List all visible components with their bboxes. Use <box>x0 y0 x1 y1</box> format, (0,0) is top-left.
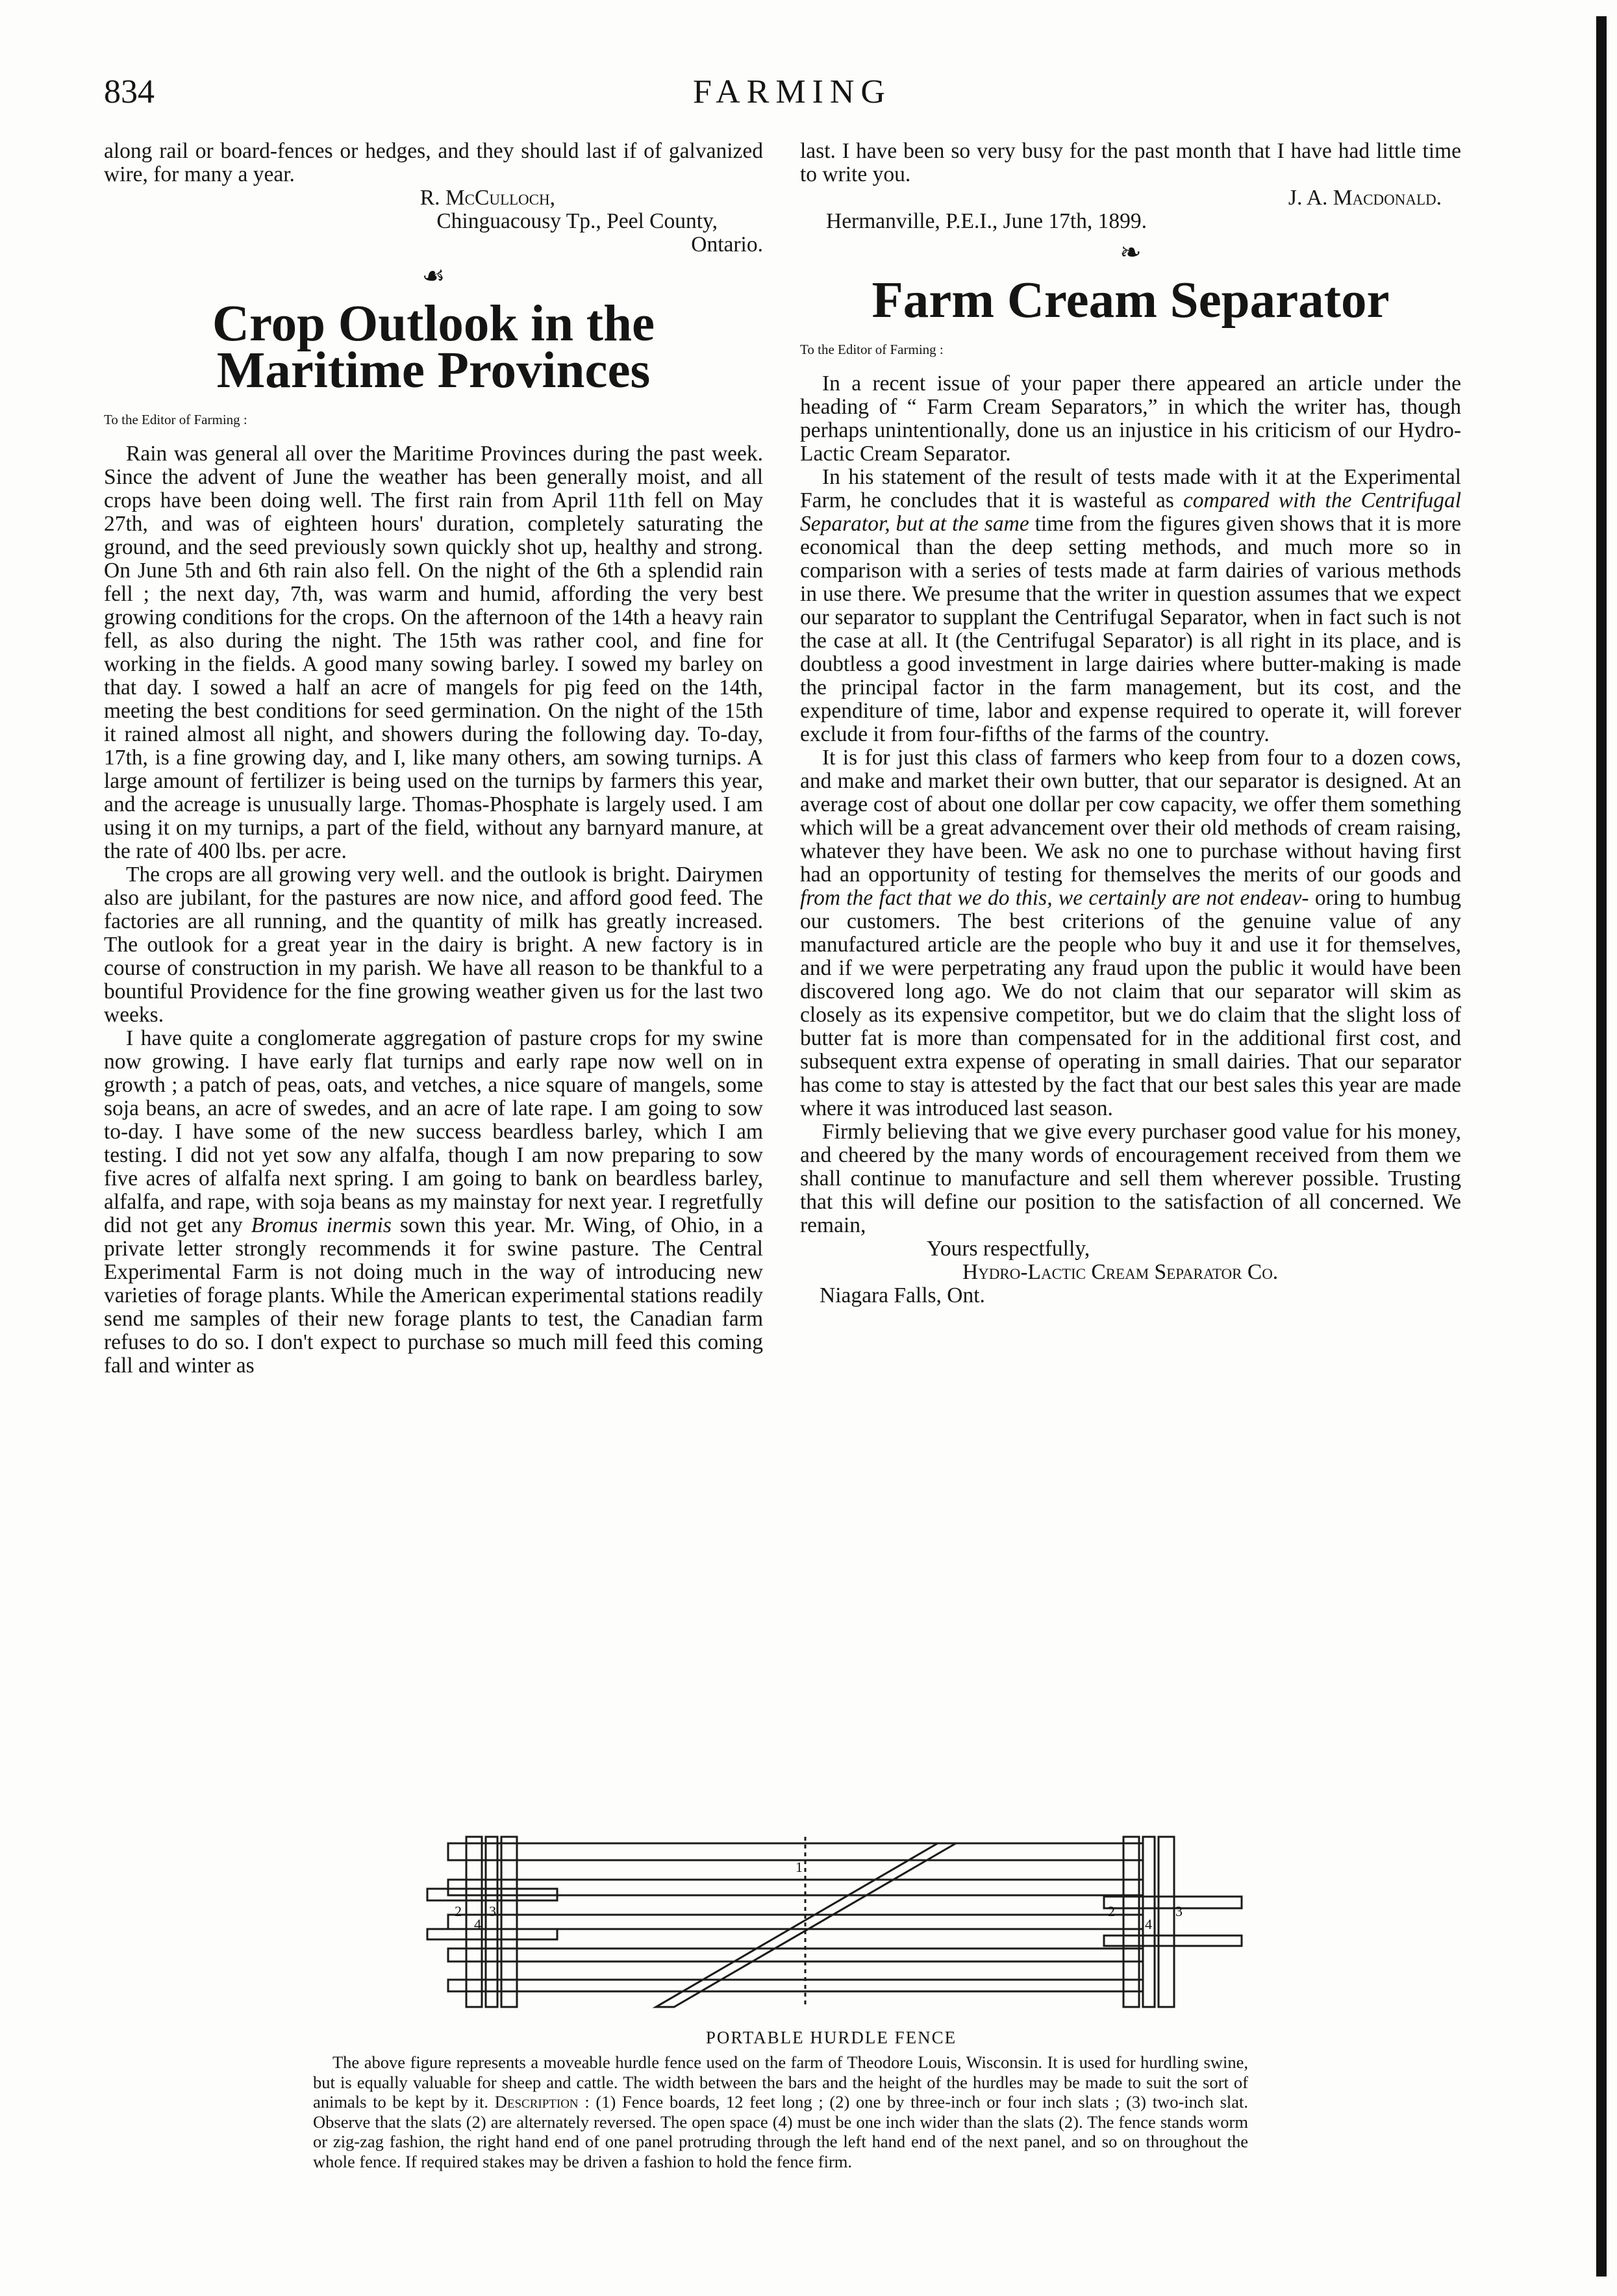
fence-board <box>448 1949 1143 1962</box>
page-number: 834 <box>104 73 155 110</box>
end-slat <box>1159 1837 1174 2007</box>
end-slat <box>501 1837 517 2007</box>
fence-label: 2 <box>455 1903 462 1919</box>
left-signature-name: R. McCulloch, <box>420 186 555 210</box>
left-signature-place: Chinguacousy Tp., Peel County, <box>436 209 718 233</box>
left-intro-text: along rail or board-fences or hedges, and they should last if of galvanized wire, for many a year. <box>104 139 763 186</box>
right-headline: Farm Cream Separator <box>871 272 1390 329</box>
fence-label: 4 <box>1145 1916 1152 1932</box>
left-headline: Crop Outlook in the Maritime Provinces <box>212 296 655 399</box>
running-head: FARMING <box>693 73 892 110</box>
fence-board <box>448 1880 1143 1895</box>
right-paragraph-2: In his statement of the result of tests made with it at the Experimental Farm, he concludes that it is wasteful as compared with the Centrifugal Separator, but at the same time from the figures given shows that it is more economical than the deep setting methods, and much more so in comparison with a series of tests made at farm dairies of various methods in use there. We presume that the writer in question assumes that we expect our separator to supplant the Centrifugal Separator, when in fact such is not the case at all. It (the Centrifugal Separator) is all right in its place, and is doubtless a good investment in large dairies where butter-making is made the principal factor in the farm management, but its cost, and the expenditure of time, labor and expense required to operate it, will forever exclude it from four-fifths of the farms of the country. <box>800 465 1462 746</box>
protruding-board <box>1104 1936 1242 1946</box>
left-ornament-icon: ☙ <box>421 261 445 290</box>
page-header <box>104 73 1481 118</box>
right-paragraph-3: It is for just this class of farmers who keep from four to a dozen cows, and make and market their own butter, that our separator is designed. At an average cost of about one dollar per cow capacity, we offer them something which will be a great advancement over their old methods of cream raising, whatever they have been. We ask no one to purchase without having first had an opportunity of testing for themselves the merits of our goods and from the fact that we do this, we certainly are not endeav- oring to humbug our customers. The best criterions of the genuine value of any manufactured article are the people who buy it and use it for themselves, and if we were perpetrating any fraud upon the public it would have been discovered long ago. We do not claim that our separator will skim as closely as its expensive competitor, but we do claim that the slight loss of butter fat is more than compensated for in the additional first cost, and subsequent extra expense of operating in small dairies. That our separator has come to stay is attested by the fact that our best sales this year are made where it was introduced last season. <box>800 746 1462 1120</box>
end-slat <box>486 1837 497 2007</box>
right-column <box>800 140 1461 1307</box>
fence-board <box>448 1843 1143 1860</box>
fence-board <box>448 1980 1143 1991</box>
hurdle-fence-illustration <box>416 1832 1247 2048</box>
fence-label: 3 <box>1175 1903 1183 1919</box>
left-signature-region: Ontario. <box>691 233 763 257</box>
right-paragraph-4: Firmly believing that we give every purchaser good value for his money, and cheered by the many words of encouragement received from them we shall continue to manufacture and sell them wherever possible. Trusting that this will define our position to the satisfaction of all concerned. We remain, <box>800 1120 1461 1237</box>
left-column <box>104 140 763 1378</box>
right-intro-text: last. I have been so very busy for the past month that I have had little time to write you. <box>800 139 1461 186</box>
protruding-board <box>427 1929 557 1939</box>
right-ornament-icon: ❧ <box>1120 238 1142 267</box>
right-paragraph-1: In a recent issue of your paper there appeared an article under the heading of “ Farm Cream Separators,” in which the writer has, though perhaps unintentionally, done us an injustice in his criticism of our Hydro-Lactic Cream Separator. <box>800 372 1461 466</box>
right-company: Hydro-Lactic Cream Separator Co. <box>962 1260 1279 1284</box>
right-closing: Yours respectfully, <box>927 1237 1090 1261</box>
left-paragraph: Rain was general all over the Maritime Provinces during the past week. Since the advent of June the weather has been generally moist, and all crops have been doing well. The first rain from April 11th fell on May 27th, and was of eighteen hours' duration, completely saturating the ground, and the seed previously sown quickly shot up, healthy and strong. On June 5th and 6th rain also fell. On the night of the 6th a splendid rain fell ; the next day, 7th, was warm and humid, affording the very best growing conditions for the crops. On the afternoon of the 14th a heavy rain fell, as also during the night. The 15th was rather cool, and fine for working in the fields. A good many sowing barley. I sowed my barley on that day. I sowed a half an acre of mangels for pig feed on the 14th, meeting the best conditions for seed germination. On the night of the 15th it rained almost all night, and showers during the following day. To-day, 17th, is a fine growing day, and I, like many others, am sowing turnips. A large amount of fertilizer is being used on the turnips by farmers this year, and the acreage is unusually large. Thomas-Phosphate is largely used. I am using it on my turnips, a part of the field, without any barnyard manure, at the rate of 400 lbs. per acre. <box>104 442 763 863</box>
page-edge-rule <box>1596 16 1607 2277</box>
left-paragraph: The crops are all growing very well. and the outlook is bright. Dairymen also are jubilant, for the pastures are now nice, and afford good feed. The factories are all running, and the quantity of milk has greatly increased. The outlook for a great year in the dairy is bright. A new factory is in course of construction in my parish. We have all reason to be thankful to a bountiful Providence for the fine growing weather given us for the last two weeks. <box>104 863 763 1027</box>
illustration-caption: The above figure represents a moveable hurdle fence used on the farm of Theodore Louis, Wisconsin. It is used for hurdling swine, but is equally valuable for sheep and cattle. The width between the bars and the height of the hurdles may be made to suit the sort of animals to be kept by it. Description : (1) Fence boards, 12 feet long ; (2) one by three-inch or four inch slats ; (3) two-inch slat. Observe that the slats (2) are alternately reversed. The open space (4) must be one inch wider than the slats (2). The fence stands worm or zig-zag fashion, the right hand end of one panel protruding through the left hand end of the next panel, and so on throughout the whole fence. If required stakes may be driven a fashion to hold the fence firm. <box>313 2052 1249 2171</box>
fence-label: 1 <box>796 1859 803 1875</box>
hurdle-fence-drawing <box>416 1832 1247 2019</box>
protruding-board <box>1104 1897 1242 1908</box>
right-signature-name: J. A. Macdonald. <box>1288 186 1442 210</box>
illustration-title: PORTABLE HURDLE FENCE <box>705 2028 957 2047</box>
end-slat <box>1123 1837 1139 2007</box>
left-paragraph-3: I have quite a conglomerate aggregation of pasture crops for my swine now growing. I have early flat turnips and early rape now well on in growth ; a patch of peas, oats, and vetches, a nice square of mangels, some soja beans, an acre of swedes, and an acre of late rape. I am going to sow to-day. I have some of the new success beardless barley, which I am testing. I did not yet sow any alfalfa, though I am now preparing to sow five acres of alfalfa next spring. I am going to bank on beardless barley, alfalfa, and rape, with soja beans as my mainstay for next year. I regretfully did not get any Bromus inermis sown this year. Mr. Wing, of Ohio, in a private letter strongly recommends it for swine pasture. The Central Experimental Farm is not doing much in the way of introducing new varieties of forage plants. While the American experimental stations readily send me samples of their new forage plants to test, the Canadian farm refuses to do so. I don't expect to purchase so much mill feed this coming fall and winter as <box>104 1026 763 1378</box>
fence-label: 3 <box>489 1903 496 1919</box>
right-salutation: To the Editor of Farming : <box>800 342 944 357</box>
fence-label: 2 <box>1108 1903 1115 1919</box>
left-salutation: To the Editor of Farming : <box>104 412 247 427</box>
right-place: Niagara Falls, Ont. <box>820 1283 985 1307</box>
fence-label: 4 <box>474 1916 481 1932</box>
italic-term: Bromus inermis <box>251 1213 392 1237</box>
right-signature-place: Hermanville, P.E.I., June 17th, 1899. <box>826 209 1147 233</box>
